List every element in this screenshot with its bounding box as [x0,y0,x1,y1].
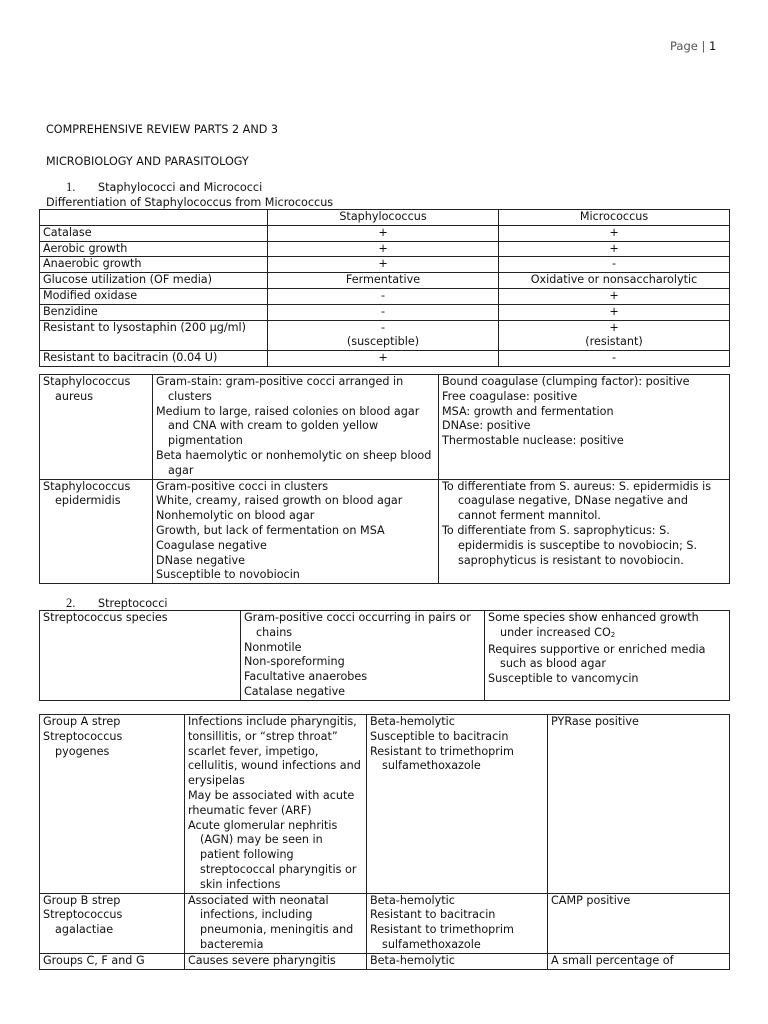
lab-item: Beta-hemolytic [370,715,455,728]
staph-result-cell: + [268,225,499,241]
micro-result-cell [499,320,730,351]
group-cell [40,893,185,953]
group-cell [40,953,185,969]
extra-cell: A small percentage of [548,953,730,969]
feature-item: White, creamy, raised growth on blood agar [156,494,403,508]
growth-item: Susceptible to vancomycin [488,672,639,686]
strep-groups-table [39,714,730,970]
lab-item: Resistant to bacitracin [370,908,496,922]
feature-item: Growth, but lack of fermentation on MSA [156,523,385,537]
section-1-subtitle: Differentiation of Staphylococcus from Micrococcus [46,196,334,209]
micro-result-cell: + [499,225,730,241]
table-row [40,273,730,289]
infections-cell [185,893,367,953]
test-cell: Glucose utilization (OF media) [40,273,268,289]
table-row [40,375,730,480]
differentiation-table [39,209,730,367]
section-1-title: Staphylococci and Micrococci [98,181,263,194]
table-row [40,225,730,241]
staph-result-cell: + [268,351,499,367]
extra-cell: PYRase positive [548,715,730,894]
feature-item: DNase negative [156,553,246,567]
test-cell: Anaerobic growth [40,257,268,273]
test-item: To differentiate from S. saprophyticus: S. epidermidis is susceptibe to novobiocin; S. saprophyticus is resistant to novobiocin. [442,523,698,567]
staph-result-cell [268,320,499,351]
document-subject: MICROBIOLOGY AND PARASITOLOGY [46,155,249,168]
infections-cell [185,715,367,894]
features-cell [153,479,439,584]
micro-result-cell: + [499,288,730,304]
micro-result-cell: + [499,241,730,257]
table-row [40,893,730,953]
group-name: Group B strep [43,893,121,907]
feature-item: Beta haemolytic or nonhemolytic on sheep blood agar [156,448,432,477]
table-header-row [40,210,730,226]
infection-item: scarlet fever, impetigo, cellulitis, wound infections and erysipelas [188,744,361,788]
species-name: Streptococcus agalactiae [43,908,123,937]
growth-cell [485,611,730,701]
species-name-cell: Streptococcus species [40,611,241,701]
lab-item: Resistant to trimethoprim sulfamethoxazole [370,923,514,951]
lab-item: Resistant to trimethoprim sulfamethoxazole [370,744,514,773]
growth-item: Some species show enhanced growth under increased CO2 [488,611,699,639]
table-header-cell: Staphylococcus [268,210,499,226]
staph-result-note: (susceptible) [346,335,420,349]
lab-cell [367,893,548,953]
section-2-number: 2. [66,596,76,610]
table-row [40,479,730,584]
staph-result-cell: - [268,288,499,304]
feature-item: Facultative anaerobes [244,670,368,684]
feature-item: Susceptible to novobiocin [156,568,300,582]
section-1-heading [66,180,262,195]
micro-result-cell: Oxidative or nonsaccharolytic [499,273,730,289]
section-2-title: Streptococci [98,597,168,610]
feature-item: Gram-positive cocci occurring in pairs or chains [244,611,471,639]
test-cell: Aerobic growth [40,241,268,257]
test-item: To differentiate from S. aureus: S. epidermidis is coagulase negative, DNase negative and cannot ferment mannitol. [442,479,712,523]
feature-item: Coagulase negative [156,538,267,552]
staph-result-cell: + [268,257,499,273]
tests-cell [439,479,730,584]
feature-item: Nonmotile [244,640,302,654]
species-name: Staphylococcus aureus [43,375,131,403]
lab-item: Beta-hemolytic [370,893,455,907]
features-cell [241,611,485,701]
group-cell [40,715,185,894]
infection-item: Associated with neonatal infections, including pneumonia, meningitis and bacteremia [188,893,354,951]
table-row [40,953,730,969]
table-row [40,288,730,304]
group-name: Groups C, F and G [43,953,145,967]
page-separator: | [701,39,706,53]
species-name-cell [40,375,153,480]
section-2-heading [66,596,167,611]
lab-cell [367,715,548,894]
micro-result-cell: + [499,304,730,320]
test-item: Thermostable nuclease: positive [442,434,624,448]
test-cell: Benzidine [40,304,268,320]
micro-result-sign: + [609,320,619,334]
tests-cell [439,375,730,480]
feature-item: Catalase negative [244,684,346,698]
infection-item: Infections include pharyngitis, tonsillitis, or “strep throat” [188,715,357,743]
infections-cell: Causes severe pharyngitis [185,953,367,969]
document-title: COMPREHENSIVE REVIEW PARTS 2 AND 3 [46,123,278,136]
test-cell: Resistant to bacitracin (0.04 U) [40,351,268,367]
lab-item: Susceptible to bacitracin [370,729,509,743]
staph-species-table [39,374,730,584]
test-item: MSA: growth and fermentation [442,404,614,418]
test-cell: Catalase [40,225,268,241]
feature-item: Non-sporeforming [244,655,345,669]
micro-result-note: (resistant) [585,335,643,349]
section-1-number: 1. [66,180,76,194]
table-row [40,320,730,351]
infection-item: May be associated with acute rheumatic fever (ARF) [188,788,355,817]
table-header-cell [40,210,268,226]
strep-general-table [39,610,730,701]
infection-item: Acute glomerular nephritis (AGN) may be seen in patient following streptococcal pharyngitis or skin infections [188,818,357,891]
table-row [40,304,730,320]
table-row [40,257,730,273]
feature-item: Gram-positive cocci in clusters [156,479,329,493]
staph-result-cell: Fermentative [268,273,499,289]
micro-result-cell: - [499,257,730,273]
lab-cell: Beta-hemolytic [367,953,548,969]
staph-result-cell: + [268,241,499,257]
table-row [40,241,730,257]
feature-item: Nonhemolytic on blood agar [156,509,315,523]
staph-result-sign: - [380,320,386,334]
species-name: Staphylococcus epidermidis [43,479,131,508]
test-item: Bound coagulase (clumping factor): positive [442,375,690,388]
species-name: Streptococcus pyogenes [43,729,123,758]
features-cell [153,375,439,480]
group-name: Group A strep [43,715,121,728]
feature-item: Gram-stain: gram-positive cocci arranged in clusters [156,375,404,403]
table-header-cell: Micrococcus [499,210,730,226]
test-cell: Resistant to lysostaphin (200 µg/ml) [40,320,268,351]
test-item: DNAse: positive [442,419,531,433]
feature-item: Medium to large, raised colonies on blood agar and CNA with cream to golden yellow pigmentation [156,404,420,448]
micro-result-cell: - [499,351,730,367]
table-row [40,715,730,894]
growth-item: Requires supportive or enriched media such as blood agar [488,642,706,671]
extra-cell: CAMP positive [548,893,730,953]
page-label: Page [670,39,698,53]
test-item: Free coagulase: positive [442,389,578,403]
staph-result-cell: - [268,304,499,320]
page-number [670,39,716,53]
test-cell: Modified oxidase [40,288,268,304]
table-row [40,611,730,701]
species-name-cell [40,479,153,584]
table-row [40,351,730,367]
page-number-value: 1 [709,39,717,53]
